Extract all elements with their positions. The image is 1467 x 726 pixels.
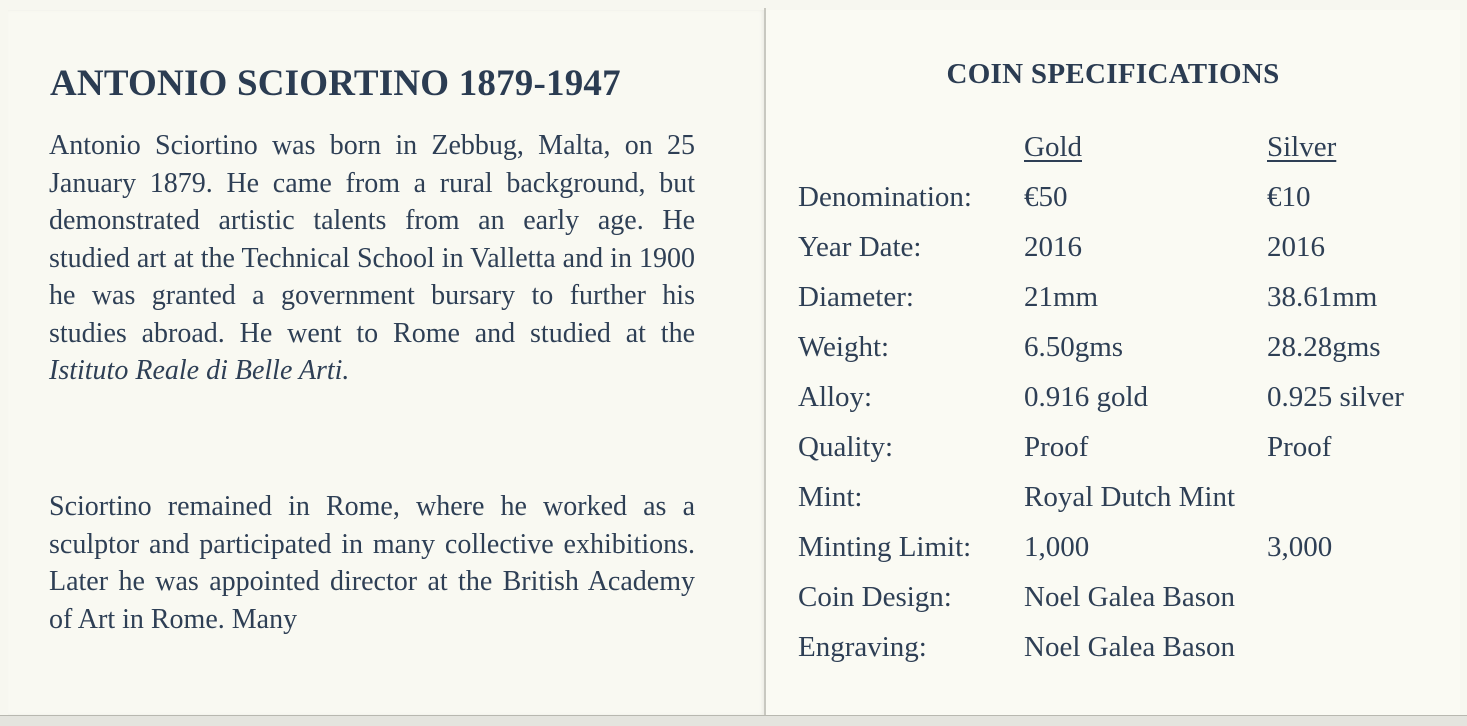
spec-silver-value [1267,622,1447,672]
spec-label: Engraving: [798,630,927,663]
spec-gold-value: 6.50gms [1024,330,1124,363]
spec-label: Quality: [798,430,894,463]
booklet-bottom-edge [0,715,1467,726]
specifications-rows [798,172,1447,672]
spec-silver-value [1267,572,1447,622]
table-header-row [798,122,1447,172]
spec-label: Coin Design: [798,580,952,613]
spec-gold-value: 0.916 gold [1024,380,1149,413]
table-row [798,522,1447,572]
institute-name: Istituto Reale di Belle Arti. [49,355,350,386]
spec-silver-value: 2016 [1267,230,1325,263]
spec-label: Year Date: [798,230,922,263]
table-row [798,422,1447,472]
specifications-title: COIN SPECIFICATIONS [946,58,1280,90]
spec-label: Denomination: [798,180,972,213]
table-row [798,222,1447,272]
header-silver [1267,122,1447,172]
table-row [798,622,1447,672]
table-row [798,272,1447,322]
spec-silver-value: €10 [1267,180,1311,213]
page-fold [764,8,766,718]
table-row [798,372,1447,422]
spec-label: Weight: [798,330,890,363]
spec-silver-value: 38.61mm [1267,280,1378,313]
spec-gold-value: 1,000 [1024,530,1090,563]
spec-gold-value: Proof [1024,430,1089,463]
header-gold [1024,122,1267,172]
silver-column-heading: Silver [1267,130,1337,163]
table-row [798,472,1447,522]
spec-silver-value: 0.925 silver [1267,380,1404,413]
table-row [798,572,1447,622]
spec-gold-value: Noel Galea Bason [1024,580,1235,613]
biography-title: ANTONIO SCIORTINO 1879-1947 [50,63,621,104]
spec-gold-value: Royal Dutch Mint [1024,480,1236,513]
spec-silver-value: 3,000 [1267,530,1333,563]
spec-gold-value: Noel Galea Bason [1024,630,1235,663]
spec-label: Alloy: [798,380,873,413]
biography-paragraph-1 [49,127,695,390]
biography-paragraph-2: Sciortino remained in Rome, where he worked as a sculptor and participated in many collective exhibitions. Later he was appointed director at the British Academy of Art in Rome. Many [49,491,695,635]
spec-gold-value: €50 [1024,180,1068,213]
spec-gold-value: 2016 [1024,230,1082,263]
specifications-table [798,122,1447,672]
spec-label: Mint: [798,480,863,513]
spec-silver-value: Proof [1267,430,1332,463]
spec-silver-value [1267,472,1447,522]
spec-label: Diameter: [798,280,914,313]
table-row [798,322,1447,372]
spec-gold-value: 21mm [1024,280,1099,313]
table-row [798,172,1447,222]
spec-silver-value: 28.28gms [1267,330,1381,363]
biography-paragraph-1-text: Antonio Sciortino was born in Zebbug, Malta, on 25 January 1879. He came from a rural background, but demonstrated artistic talents from an early age. He studied art at the Technical School in Valletta and in 1900 he was granted a government bursary to further his studies abroad. He went to Rome and studied at the [49,130,695,349]
gold-column-heading: Gold [1024,130,1082,163]
header-label-cell [798,122,1024,172]
spec-label: Minting Limit: [798,530,972,563]
